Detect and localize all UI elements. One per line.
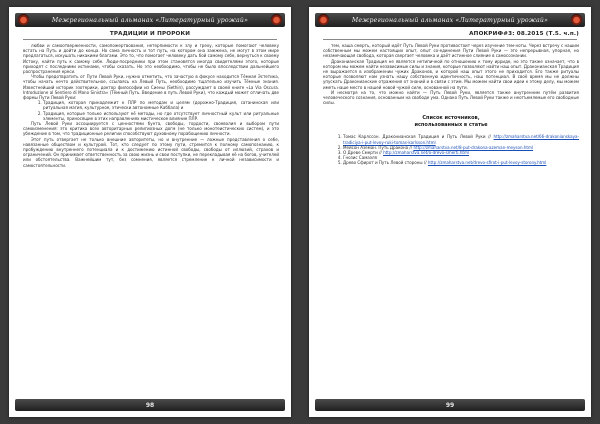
right-body-text bbox=[323, 43, 579, 393]
list-item: 2. Традиция, которые только используют её методы, но где отсутствует личностный культ или ритуальные элементы, приносящие в этих направлениях мистическое влияние ПЛР. bbox=[43, 111, 279, 121]
paragraph: И несмотря на то, что можно найти — Путь Левой Руки, является также внутренним путём развития человеческого сознания, основанным на свободе ума. Однако Путь Левой Руки также и неотъемлемые его свободные силы. bbox=[323, 89, 579, 106]
bib-link[interactable]: http://zmaharstva.net/8-put-drakona-azeman-meyson.html bbox=[413, 144, 534, 150]
left-header-band bbox=[15, 13, 285, 27]
paragraph: Драконианская Традиция не является нетипичной по отношению к тому ирриде, но это также означает, что в котором мы можем найти независимые силы и знания, которые позволяют найти наш опыт. Драконианская Традиция не выражается в изображении чужих Драконов, и которой наш опыт этого не приходится. Его также ритуалы которые позволяют нам узнать нашу собственную идентичность, наш потенциал. В своё время мы не должны упускать Драконианские отражения от знаний и в связи с этим. Мы можем найти свои идеи к этому делу, мы можем иметь наше место в нашей новой чужой силе, основанной на пути. bbox=[323, 58, 579, 90]
page-number: 98 bbox=[145, 401, 155, 409]
right-header-title: Межрегиональный альманах «Литературный урожай» bbox=[351, 16, 549, 24]
left-page bbox=[9, 7, 291, 417]
list-item: 1. Традиция, которая принадлежит к ПЛР по методам и целям (дорожно-Традиция, сатанинская или ритуальная магия, культурное, этически автономные Каббала) и bbox=[43, 100, 279, 110]
left-header-title: Межрегиональный альманах «Литературный урожай» bbox=[51, 16, 249, 24]
dragon-emblem-icon bbox=[18, 14, 29, 25]
bib-link[interactable]: http://zmaharstva.net/66-drakonianskaya-tradiciya-i-put-levoy-ruki-tomas-karlsson.html bbox=[343, 134, 579, 145]
left-section-title: ТРАДИЦИИ И ПРОРОКИ bbox=[109, 31, 191, 37]
bib-text: Гнозис Самаэля bbox=[343, 155, 377, 161]
bib-link[interactable]: http://zmaharstva.net/o-drevo-smerti.html bbox=[383, 150, 470, 156]
bib-text: О Древе Смерти // bbox=[343, 150, 384, 156]
bib-link[interactable]: http://zmaharstva.net/drevo-sfirot-i-put-levoy-storony.html bbox=[427, 160, 547, 166]
paragraph: любви и самоотверженности, самопожертвования, нетерпимости к злу и греху, которые помогают человеку встать на Путь и дойти до конца. Но сама личность и тот путь, на котором она зажжена, не могут в этом мире предлагаться, искушать никакими благами. Это то, что помогает человеку дать бой самому себе, вернуться к своему Истоку, найти путь к самому себе. Люди-посредники при этом становятся иногда свидетелями этого, которые приходят с последними истинами, чтобы сказать. Но это необходимо, чтобы не было впоследствии дальнейшего распространения ереси. bbox=[23, 43, 279, 75]
right-page bbox=[309, 7, 591, 417]
dragon-emblem-icon bbox=[318, 14, 329, 25]
paragraph: Путь Левой Руки ассоциируется с ценностями бунта, свободы, гордости, своеволия и выбором пути самоизменения: это критика всех авторитарных религиозных догм (не только монотеистических систем), и это убеждение в том, что традиционные религии способствуют духовному порабощению личности. bbox=[23, 121, 279, 137]
left-body-text bbox=[23, 43, 279, 393]
right-section-title: АПОКРИФ#3: 08.2015 (Т.5. ч.п.) bbox=[469, 31, 579, 37]
tradition-list bbox=[33, 100, 279, 121]
page-number: 99 bbox=[445, 401, 455, 409]
dragon-emblem-icon bbox=[571, 14, 582, 25]
bibliography bbox=[323, 134, 579, 165]
bib-text: Томас Карлссон. Драконианская Традиция и Путь Левой Руки // bbox=[343, 134, 494, 140]
bibliography-title bbox=[323, 115, 579, 128]
left-footer-band bbox=[15, 399, 285, 411]
bib-text: Древо Сфирот и Путь Левой стороны // bbox=[343, 160, 428, 166]
paragraph: Чтобы предотвратить от Пути Левой Руки, нужно отметить, что зачастую в фокусе находится Тёмная Эстетика, чтобы начать нечто действительное, ссылаясь на Левый Путь, необходимо тщательно изучить Тёмные знания. Известнейший историк эзотерики, доктор философии из Сиены (Sethin), рассуждает в своей книге «La Via Oscura. Introduzione al Sentiero di Mano Sinistra» (Тёмный Путь. Введение в путь Левой Руки), что каждый может отличать две формы Пути Левой Руки: bbox=[23, 74, 279, 101]
bibliography-item bbox=[343, 160, 579, 165]
right-footer-band bbox=[315, 399, 585, 411]
bib-text: Мейсон Аземан. Путь Дракона // bbox=[343, 144, 414, 150]
dragon-emblem-icon bbox=[271, 14, 282, 25]
bibliography-item bbox=[343, 134, 579, 144]
divider bbox=[23, 39, 277, 40]
paragraph: тем, наша смерть, который идёт Путь Левой Руки противостоит через изучение тем-ноты. Через встречу с нашим собственным мы можем настоящих опыт, опыт со-единения Пути Левой Руки — это непрерывная, упорная, но незамечающая свобода, которая свергает человека и даёт истинное слияние в самосознании. bbox=[323, 43, 579, 59]
divider bbox=[323, 39, 577, 40]
right-header-band bbox=[315, 13, 585, 27]
bibliography-title-line: использованных в статье bbox=[414, 121, 488, 128]
bibliography-title-line: Список источников, bbox=[422, 115, 480, 122]
paragraph: Этот путь отвергает не только внешние авторитеты, но и внутренние — ложные представления о себе, навязанные обществом и культурой. Тот, кто следует по этому пути, стремится к полному самопознанию, к пробуждению внутреннего потенциала и к достижению истинной свободы, свободы от иллюзий, страхов и ограничений. Он принимает ответственность за свою жизнь и свои поступки, не перекладывая её на богов, учителей или обстоятельства. Важнейшим тут, без сомнения, является стремление к личной независимости и самостоятельности. bbox=[23, 136, 279, 168]
